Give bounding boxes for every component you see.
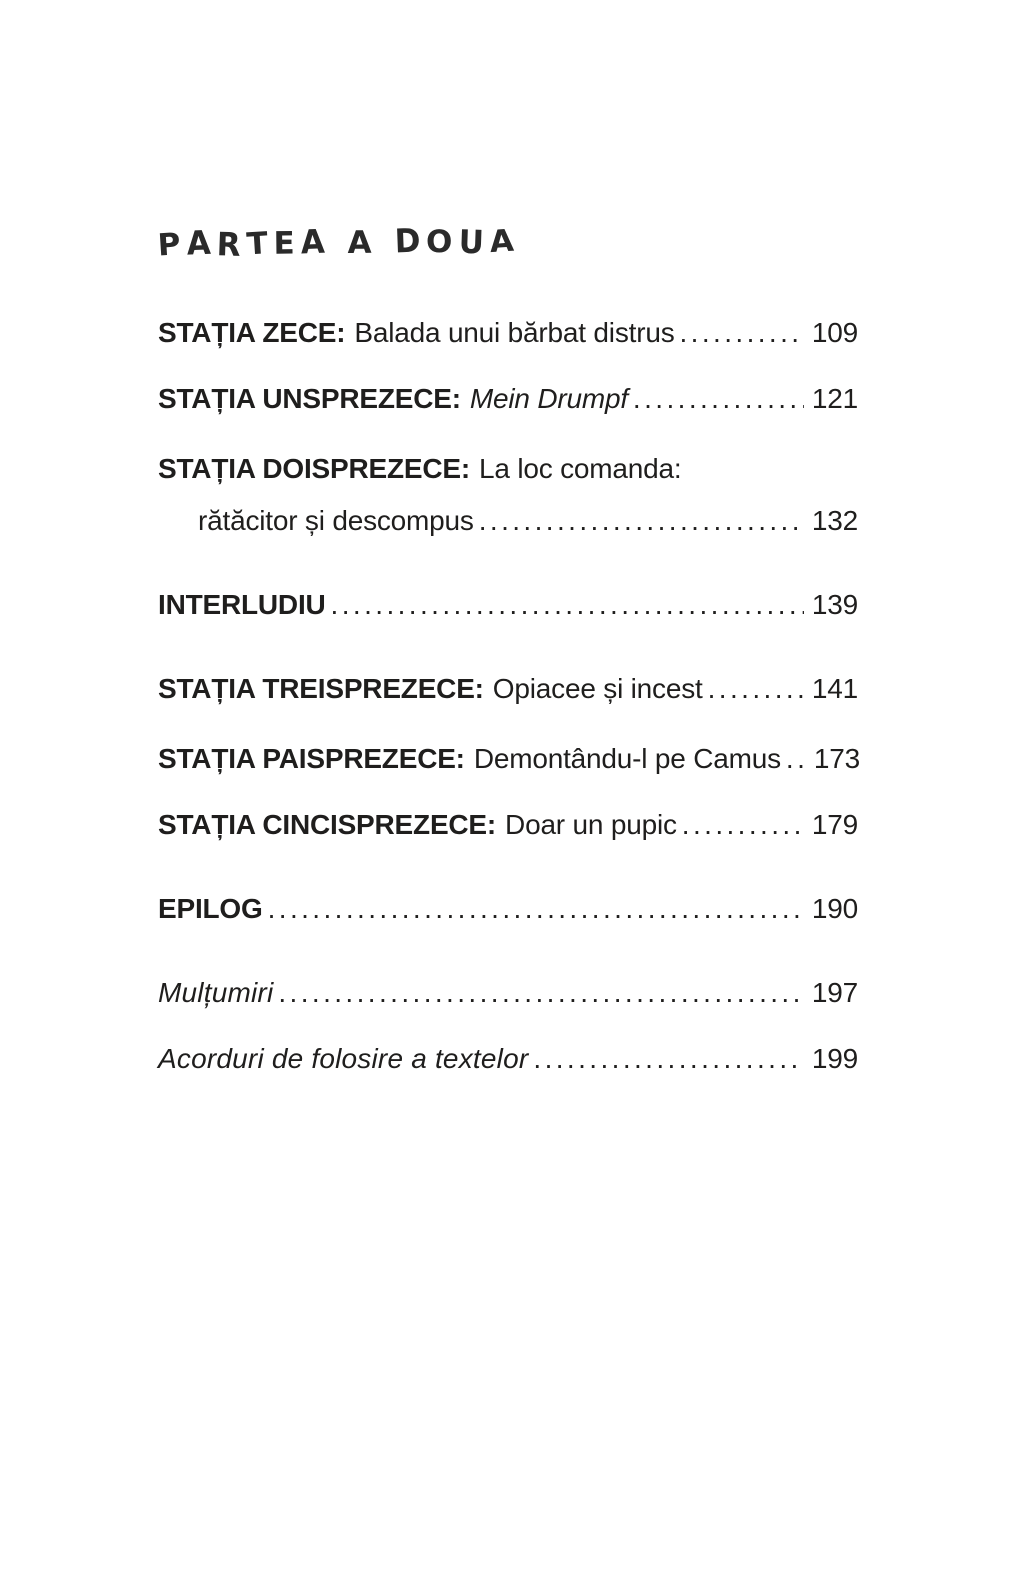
section-heading: PARTEA A DOUA — [156, 221, 521, 265]
toc-entry-label: Acorduri de folosire a textelor — [158, 1043, 529, 1074]
toc-entry — [158, 585, 858, 625]
toc-entry — [158, 973, 858, 1013]
dot-leader — [633, 379, 804, 419]
toc-entry-title: Opiacee și incest — [492, 673, 703, 704]
page-number: 197 — [811, 977, 858, 1008]
toc-entry-label: EPILOG — [158, 893, 263, 924]
toc-entry-label: STAȚIA ZECE: — [158, 317, 346, 348]
dot-leader — [708, 669, 804, 709]
toc-entry — [158, 1039, 858, 1079]
toc-entry-label: STAȚIA TREISPREZECE: — [158, 673, 484, 704]
page-number: 121 — [811, 383, 858, 414]
page-number: 139 — [811, 589, 858, 620]
page-number: 109 — [811, 317, 858, 348]
dot-leader — [533, 1039, 803, 1079]
toc-entry-label: STAȚIA PAISPREZECE: — [158, 743, 465, 774]
toc-entry-label: STAȚIA CINCISPREZECE: — [158, 809, 497, 840]
toc-entry — [158, 805, 858, 845]
toc-entry — [158, 889, 858, 929]
toc-entry-title: Doar un pupic — [505, 809, 677, 840]
dot-leader — [682, 805, 804, 845]
toc-entry-label: Mulțumiri — [158, 977, 274, 1008]
toc-entry-title: La loc comanda: — [479, 453, 682, 484]
toc-entry — [158, 379, 858, 419]
toc-entry-title: Demontându-l pe Camus — [473, 743, 781, 774]
toc-entry — [158, 449, 858, 489]
page-number: 199 — [811, 1043, 858, 1074]
page-number: 141 — [811, 673, 858, 704]
dot-leader — [786, 739, 806, 779]
dot-leader — [268, 889, 804, 929]
dot-leader — [680, 313, 804, 353]
dot-leader — [331, 585, 804, 625]
toc-entry — [158, 739, 861, 779]
toc-entry-title: Balada unui bărbat distrus — [354, 317, 675, 348]
dot-leader — [278, 973, 804, 1013]
toc-entry-label: INTERLUDIU — [158, 589, 326, 620]
toc-entry-title-continued: rătăcitor și descompus — [198, 505, 474, 536]
toc-entry-title: Mein Drumpf — [469, 383, 628, 414]
toc-entry — [158, 669, 858, 709]
page-number: 179 — [811, 809, 858, 840]
toc-entry-wrap-line — [158, 501, 858, 541]
page-number: 173 — [813, 743, 861, 774]
dot-leader — [479, 501, 804, 541]
toc-page — [156, 0, 861, 1079]
toc-entry-label: STAȚIA UNSPREZECE: — [158, 383, 461, 414]
toc-entry-label: STAȚIA DOISPREZECE: — [158, 453, 470, 484]
toc-entry — [158, 313, 858, 353]
page-number: 132 — [811, 505, 858, 536]
page-number: 190 — [811, 893, 858, 924]
